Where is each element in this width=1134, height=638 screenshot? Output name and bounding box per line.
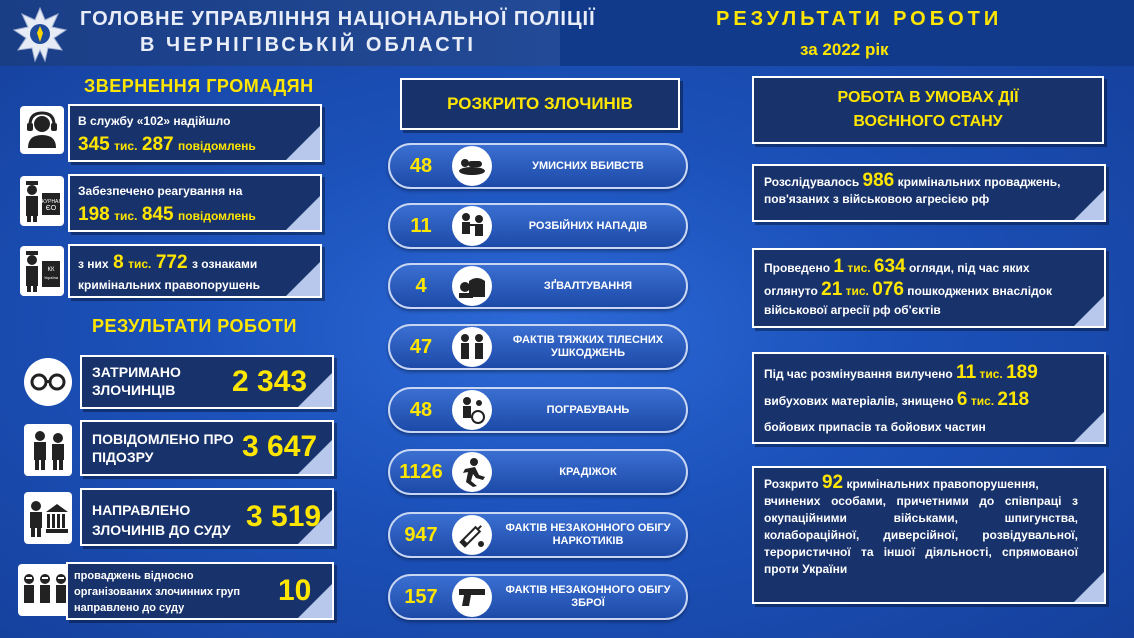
appeal-1-unit: тис. — [114, 139, 138, 153]
suspect-notice-icon — [24, 424, 72, 476]
war-c3-m2: 218 — [997, 389, 1030, 410]
solved-item-robberies-armed — [388, 203, 688, 249]
police-officer-icon — [20, 176, 64, 226]
appeal-3-line2: кримінальних правопорушень — [78, 278, 261, 292]
war-c3-pre: Під час розмінування вилучено — [764, 367, 953, 381]
appeal-3-post: з ознаками — [191, 257, 258, 271]
violence-icon — [452, 266, 492, 306]
solved-count: 157 — [404, 586, 438, 608]
solved-count: 1126 — [399, 461, 443, 483]
card-corner — [298, 373, 332, 407]
card-corner — [1074, 296, 1104, 326]
page-title: РЕЗУЛЬТАТИ РОБОТИ — [716, 8, 1003, 30]
appeal-card-criminal — [68, 244, 322, 298]
war-c3-m1: 6 — [956, 389, 968, 410]
solved-item-grievous-harm — [388, 324, 688, 370]
solved-label: ПОГРАБУВАНЬ — [546, 403, 630, 416]
card-corner — [1074, 412, 1104, 442]
card-corner — [286, 196, 320, 230]
solved-item-drugs — [388, 512, 688, 558]
war-c4-pre: Розкрито — [764, 477, 819, 491]
war-title-box — [752, 76, 1104, 144]
solved-label: ЗҐВАЛТУВАННЯ — [543, 279, 633, 292]
war-c3-mu: тис. — [970, 394, 995, 408]
appeal-3-unit: тис. — [128, 257, 152, 271]
robbery-icon — [452, 390, 492, 430]
card-corner — [298, 440, 332, 474]
card-corner — [286, 126, 320, 160]
result-card-groups — [66, 562, 334, 620]
war-c3-u1: тис. — [979, 367, 1003, 381]
solved-count: 48 — [409, 155, 433, 177]
solved-item-theft — [388, 449, 688, 495]
war-card-proceedings — [752, 164, 1106, 222]
war-card-collaboration — [752, 466, 1106, 604]
solved-title: РОЗКРИТО ЗЛОЧИНІВ — [447, 94, 633, 113]
appeal-2-post: повідомлень — [178, 209, 256, 223]
solved-label: ФАКТІВ НЕЗАКОННОГО ОБІГУ ЗБРОЇ — [505, 584, 671, 609]
result-2-value: 3 647 — [242, 430, 318, 463]
war-c1-post: кримінальних проваджень, — [897, 175, 1061, 189]
card-corner — [1074, 572, 1104, 602]
appeal-1-pre: В службу «102» надійшло — [78, 114, 231, 128]
syringe-icon — [452, 515, 492, 555]
police-star-emblem-icon — [12, 6, 68, 62]
org-name-line2: В ЧЕРНІГІВСЬКІЙ ОБЛАСТІ — [140, 34, 476, 56]
result-4-value: 10 — [278, 574, 312, 607]
svg-text:ЄО: ЄО — [45, 205, 57, 212]
war-c3-n1: 11 — [956, 362, 977, 383]
result-card-court — [80, 488, 334, 546]
solved-label: ФАКТІВ НЕЗАКОННОГО ОБІГУ НАРКОТИКІВ — [505, 522, 671, 547]
war-title-line1: РОБОТА В УМОВАХ ДІЇ — [837, 89, 1019, 106]
result-card-detained — [80, 355, 334, 409]
solved-title-box — [400, 78, 680, 130]
appeal-2-unit: тис. — [114, 209, 138, 223]
solved-item-weapons — [388, 574, 688, 620]
card-corner — [298, 510, 332, 544]
war-c4-n: 92 — [821, 472, 844, 493]
result-3-label: НАПРАВЛЕНО ЗЛОЧИНІВ ДО СУДУ — [92, 502, 231, 538]
war-c3-n2: 189 — [1006, 362, 1038, 383]
war-c2-m1: 21 — [821, 279, 843, 300]
war-c2-mu: тис. — [845, 284, 869, 298]
war-title-line2: ВОЄННОГО СТАНУ — [853, 113, 1003, 130]
solved-count: 11 — [410, 215, 432, 237]
appeal-3-n1: 8 — [113, 252, 124, 273]
appeals-title: ЗВЕРНЕННЯ ГРОМАДЯН — [84, 76, 314, 96]
war-card-demining — [752, 352, 1106, 444]
svg-text:України: України — [43, 275, 59, 280]
handcuffs-icon — [24, 358, 72, 406]
appeal-2-pre: Забезпечено реагування на — [78, 184, 243, 198]
criminal-group-icon — [18, 564, 72, 616]
war-c2-line3: військової агресії рф об'єктів — [764, 303, 941, 317]
appeal-3-n2: 772 — [155, 252, 188, 273]
war-card-inspections — [752, 248, 1106, 328]
solved-item-murders — [388, 143, 688, 189]
appeal-card-response — [68, 174, 322, 232]
war-c2-post: огляди, під час яких — [908, 261, 1030, 275]
court-icon — [24, 492, 72, 544]
headset-operator-icon — [20, 106, 64, 154]
war-c1-n: 986 — [862, 170, 895, 191]
result-2-label: ПОВІДОМЛЕНО ПРО ПІДОЗРУ — [92, 431, 234, 465]
war-c1-pre: Розслідувалось — [764, 175, 860, 189]
appeal-3-pre: з них — [78, 257, 109, 271]
war-c3-l2pre: вибухових матеріалів, знищено — [764, 394, 954, 408]
appeal-1-n1: 345 — [78, 134, 110, 155]
solved-item-robbery — [388, 387, 688, 433]
war-c2-u1: тис. — [847, 261, 871, 275]
war-c3-line3: бойових припасів та бойових частин — [764, 420, 986, 434]
solved-count: 4 — [415, 275, 427, 297]
appeal-2-n1: 198 — [78, 204, 110, 225]
assault-icon — [452, 206, 492, 246]
solved-label: РОЗБІЙНИХ НАПАДІВ — [528, 219, 648, 232]
war-c2-n1: 1 — [833, 256, 844, 277]
war-c2-pre: Проведено — [764, 261, 831, 275]
pistol-icon — [452, 577, 492, 617]
appeal-1-n2: 287 — [141, 134, 174, 155]
card-corner — [298, 584, 332, 618]
appeal-card-102 — [68, 104, 322, 162]
solved-count: 48 — [409, 399, 433, 421]
result-card-suspicion — [80, 420, 334, 476]
war-c1-line2: пов'язаних з військовою агресією рф — [764, 192, 990, 206]
war-c2-l2pre: оглянуто — [764, 284, 818, 298]
war-c2-n2: 634 — [873, 256, 906, 277]
page-year: за 2022 рік — [800, 40, 889, 59]
card-corner — [1074, 190, 1104, 220]
solved-label: ФАКТІВ ТЯЖКИХ ТІЛЕСНИХ УШКОДЖЕНЬ — [512, 334, 664, 359]
war-c2-m2: 076 — [872, 279, 904, 300]
card-corner — [286, 262, 320, 296]
svg-text:ЖУРНАЛ: ЖУРНАЛ — [40, 199, 62, 205]
header — [0, 0, 1134, 66]
war-c4-rest: вчинених особами, причетними до співпраці з окупаційними військами, шпигунства, колабораційної, диверсійної, розвідувальної, терористичної та іншої діяльності, спрямованої проти України — [764, 494, 1078, 576]
thief-running-icon — [452, 452, 492, 492]
solved-count: 47 — [409, 336, 433, 358]
result-1-value: 2 343 — [232, 365, 308, 398]
results-title: РЕЗУЛЬТАТИ РОБОТИ — [92, 316, 297, 336]
war-c2-l2post: пошкоджених внаслідок — [907, 284, 1053, 298]
solved-count: 947 — [404, 524, 438, 546]
war-c4-post: кримінальних правопорушення, — [846, 477, 1039, 491]
appeal-1-post: повідомлень — [178, 139, 256, 153]
solved-label: КРАДІЖОК — [559, 465, 617, 478]
result-4-label: проваджень відносно організованих злочинних груп направлено до суду — [74, 570, 240, 614]
solved-item-rape — [388, 263, 688, 309]
appeal-2-n2: 845 — [141, 204, 174, 225]
svg-text:КК: КК — [47, 267, 55, 273]
solved-label: УМИСНИХ ВБИВСТВ — [532, 159, 644, 172]
result-3-value: 3 519 — [246, 500, 322, 533]
result-1-label: ЗАТРИМАНО ЗЛОЧИНЦІВ — [92, 364, 181, 398]
body-outline-icon — [452, 146, 492, 186]
org-name-line1: ГОЛОВНЕ УПРАВЛІННЯ НАЦІОНАЛЬНОЇ ПОЛІЦІЇ — [80, 8, 596, 30]
criminal-code-icon — [20, 246, 64, 296]
fight-icon — [452, 327, 492, 367]
